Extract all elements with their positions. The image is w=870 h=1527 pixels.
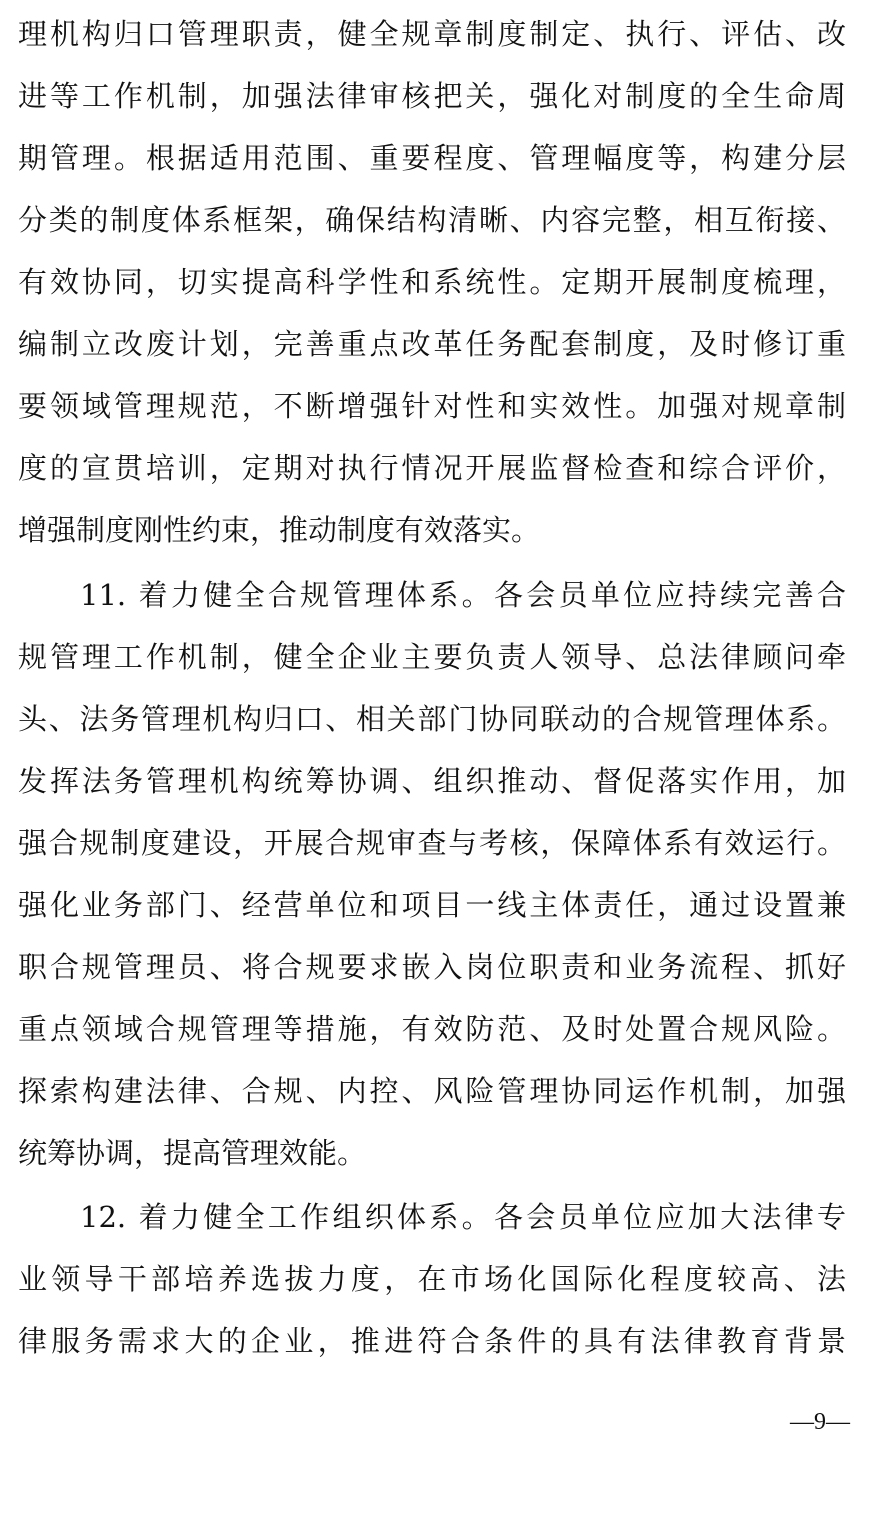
line-text: 探索构建法律、合规、内控、风险管理协同运作机制，加强 xyxy=(18,1074,846,1108)
line-text: 有效协同，切实提高科学性和系统性。定期开展制度梳理， xyxy=(18,265,846,299)
line-text: 重点领域合规管理等措施，有效防范、及时处置合规风险。 xyxy=(18,1012,846,1046)
text-line xyxy=(0,1310,870,1372)
line-text: 进等工作机制，加强法律审核把关，强化对制度的全生命周 xyxy=(18,79,846,113)
line-text: 职合规管理员、将合规要求嵌入岗位职责和业务流程、抓好 xyxy=(18,950,846,984)
line-text: 规管理工作机制，健全企业主要负责人领导、总法律顾问牵 xyxy=(18,640,846,674)
text-line xyxy=(0,1060,870,1122)
text-line xyxy=(0,375,870,437)
text-line xyxy=(0,874,870,936)
line-text: 强化业务部门、经营单位和项目一线主体责任，通过设置兼 xyxy=(18,888,846,922)
text-line xyxy=(0,251,870,313)
text-line xyxy=(0,3,870,65)
line-text: 编制立改废计划，完善重点改革任务配套制度，及时修订重 xyxy=(18,327,846,361)
text-line xyxy=(0,812,870,874)
line-text: 12. 着力健全工作组织体系。各会员单位应加大法律专 xyxy=(80,1200,846,1234)
text-line xyxy=(0,313,870,375)
paragraph-last-line xyxy=(0,1122,870,1184)
paragraph-last-line xyxy=(0,499,870,561)
text-line xyxy=(0,998,870,1060)
line-text: 发挥法务管理机构统筹协调、组织推动、督促落实作用，加 xyxy=(18,764,846,798)
section-11-heading-line xyxy=(0,564,870,626)
text-line xyxy=(0,1248,870,1310)
line-text: 理机构归口管理职责，健全规章制度制定、执行、评估、改 xyxy=(18,17,846,51)
text-line xyxy=(0,688,870,750)
line-text: 要领域管理规范，不断增强针对性和实效性。加强对规章制 xyxy=(18,389,846,423)
text-line xyxy=(0,65,870,127)
text-line xyxy=(0,626,870,688)
line-text: 律服务需求大的企业，推进符合条件的具有法律教育背景 xyxy=(18,1324,846,1358)
line-text: 业领导干部培养选拔力度，在市场化国际化程度较高、法 xyxy=(18,1262,846,1296)
line-text: 统筹协调，提高管理效能。 xyxy=(18,1136,367,1170)
text-line xyxy=(0,189,870,251)
line-text: 度的宣贯培训，定期对执行情况开展监督检查和综合评价， xyxy=(18,451,846,485)
line-text: 强合规制度建设，开展合规审查与考核，保障体系有效运行。 xyxy=(18,826,846,860)
text-line xyxy=(0,437,870,499)
line-text: 增强制度刚性约束，推动制度有效落实。 xyxy=(18,513,541,547)
section-12-heading-line xyxy=(0,1186,870,1248)
text-line xyxy=(0,750,870,812)
line-text: 期管理。根据适用范围、重要程度、管理幅度等，构建分层 xyxy=(18,141,846,175)
text-line xyxy=(0,127,870,189)
line-text: 分类的制度体系框架，确保结构清晰、内容完整，相互衔接、 xyxy=(18,203,846,237)
line-text: 头、法务管理机构归口、相关部门协同联动的合规管理体系。 xyxy=(18,702,846,736)
text-line xyxy=(0,936,870,998)
page-number: —9— xyxy=(790,1409,850,1435)
line-text: 11. 着力健全合规管理体系。各会员单位应持续完善合 xyxy=(80,578,846,612)
